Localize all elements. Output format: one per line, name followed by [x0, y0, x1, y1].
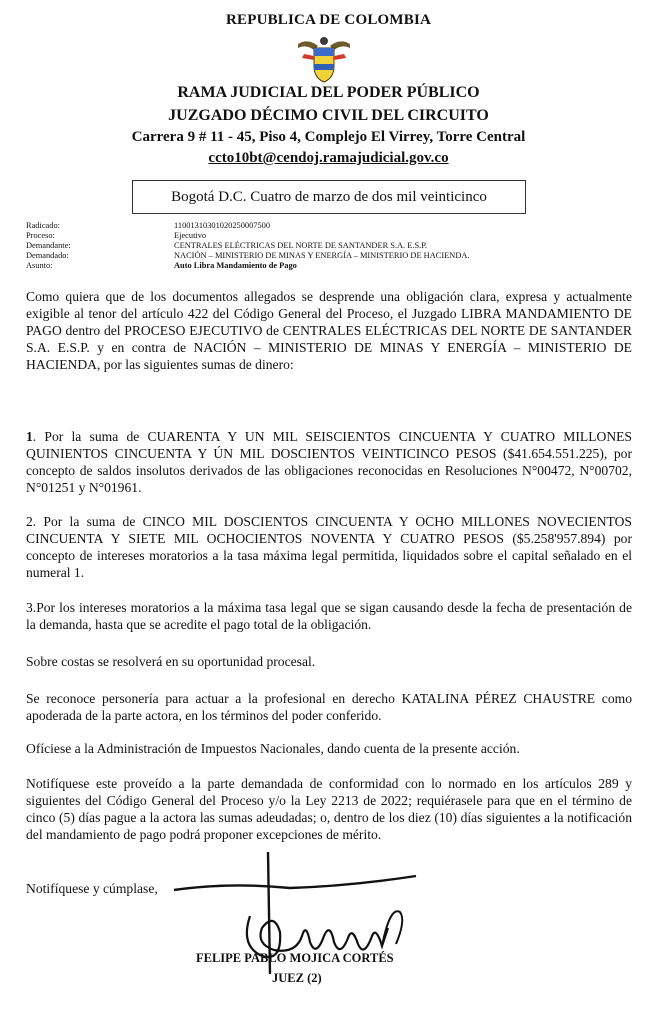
judge-name: FELIPE PABLO MOJICA CORTÉS	[196, 951, 394, 965]
header-court: JUZGADO DÉCIMO CIVIL DEL CIRCUITO	[168, 107, 489, 124]
item-3-paragraph: 3.Por los intereses moratorios a la máxima tasa legal que se sigan causando desde la fecha de presentación de la demanda, hasta que se acredite el pago total de la obligación.	[26, 600, 632, 632]
official-paragraph: Ofíciese a la Administración de Impuestos Nacionales, dando cuenta de la presente acción.	[26, 741, 520, 756]
intro-paragraph: Como quiera que de los documentos allegados se desprende una obligación clara, expresa y actualmente exigible al tenor del artículo 422 del Código General del Proceso, el Juzgado LIBRA MANDAMIENTO DE PAGO dentro del PROCESO EJECUTIVO de CENTRALES ELÉCTRICAS DEL NORTE DE SANTANDER S.A. E.S.P. y en contra de NACIÓN – MINISTERIO DE MINAS Y ENERGÍA – MINISTERIO DE HACIENDA, por las siguientes sumas de dinero:	[26, 289, 632, 372]
case-value: Auto Libra Mandamiento de Pago	[174, 261, 297, 270]
closing-text: Notifíquese y cúmplase,	[26, 881, 158, 896]
case-info-row	[26, 261, 470, 271]
case-label: Proceso:	[26, 231, 55, 240]
item-1-text: . Por la suma de CUARENTA Y UN MIL SEISCIENTOS CINCUENTA Y CUATRO MILLONES QUINIENTOS CINCUENTA Y ÚN MIL DOSCIENTOS VEINTICINCO PESOS ($41.654.551.225), por concepto de saldos insolutos derivados de las obligaciones reconocidas en Resoluciones N°00472, N°00702, N°01251 y N°01961.	[26, 429, 632, 495]
case-value: Ejecutivo	[174, 231, 207, 240]
case-info-row	[26, 251, 470, 261]
header-branch: RAMA JUDICIAL DEL PODER PÚBLICO	[177, 84, 480, 101]
case-label: Demandante:	[26, 241, 71, 250]
header-country: REPUBLICA DE COLOMBIA	[225, 12, 432, 28]
case-value: 11001310301020250007500	[174, 221, 271, 230]
case-info	[26, 221, 470, 271]
date-text: Bogotá D.C. Cuatro de marzo de dos mil veinticinco	[171, 188, 487, 205]
header-address: Carrera 9 # 11 - 45, Piso 4, Complejo El Virrey, Torre Central	[131, 129, 526, 145]
notify-paragraph: Notifíquese este proveído a la parte demandada de conformidad con lo normado en los artículos 289 y siguientes del Código General del Proceso y/o la Ley 2213 de 2022; requiérasele para que en el término de cinco (5) días pague a la actora las sumas adeudadas; o, dentro de los diez (10) días siguientes a la notificación del mandamiento de pago podrá proponer excepciones de mérito.	[26, 776, 632, 842]
costs-paragraph: Sobre costas se resolverá en su oportunidad procesal.	[26, 654, 316, 669]
case-label: Demandado:	[26, 251, 69, 260]
case-label: Asunto:	[26, 261, 53, 270]
case-value: NACIÓN – MINISTERIO DE MINAS Y ENERGÍA – MINISTERIO DE HACIENDA.	[174, 251, 470, 260]
item-1-number: 1	[26, 429, 33, 444]
item-1-paragraph	[26, 428, 632, 496]
counsel-paragraph: Se reconoce personería para actuar a la profesional en derecho KATALINA PÉREZ CHAUSTRE como apoderada de la parte actora, en los términos del poder conferido.	[26, 691, 632, 723]
judge-title: JUEZ (2)	[272, 971, 322, 985]
case-value: CENTRALES ELÉCTRICAS DEL NORTE DE SANTANDER S.A. E.S.P.	[174, 241, 428, 250]
date-line	[132, 180, 526, 214]
case-info-row	[26, 221, 470, 231]
case-label: Radicado:	[26, 221, 60, 230]
item-2-paragraph: 2. Por la suma de CINCO MIL DOSCIENTOS CINCUENTA Y OCHO MILLONES NOVECIENTOS CINCUENTA Y SIETE MIL OCHOCIENTOS NOVENTA Y CUATRO PESOS ($5.258'957.894) por concepto de intereses moratorios a la tasa máxima legal permitida, liquidados sobre el capital señalado en el numeral 1.	[26, 514, 632, 580]
case-info-row	[26, 241, 470, 251]
coat-of-arms-icon	[292, 34, 356, 84]
header-email: ccto10bt@cendoj.ramajudicial.gov.co	[208, 150, 449, 166]
case-info-row	[26, 231, 470, 241]
